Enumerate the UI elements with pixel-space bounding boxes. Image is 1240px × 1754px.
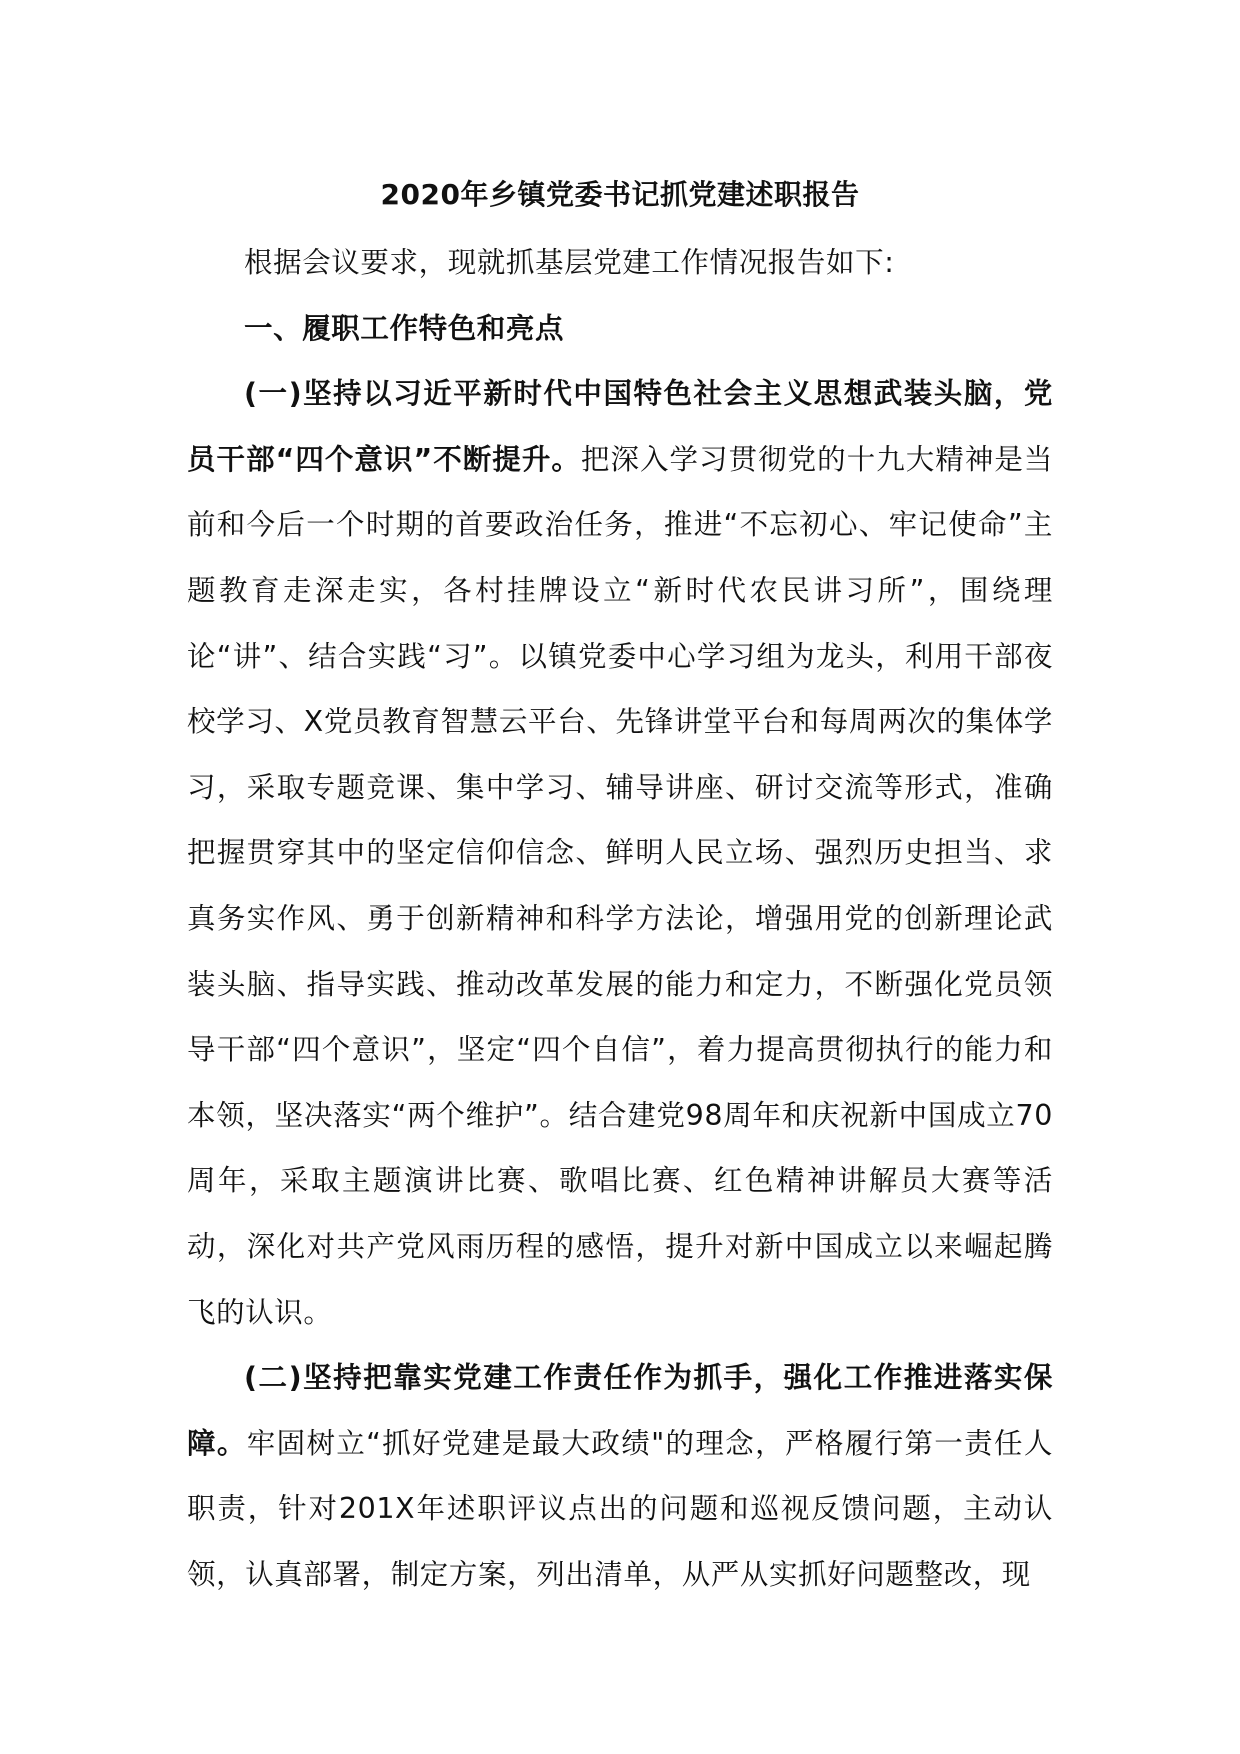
paragraph-1	[187, 361, 1053, 1345]
paragraph-1-body: 把深入学习贯彻党的十九大精神是当前和今后一个时期的首要政治任务，推进“不忘初心、牢记使命”主题教育走深走实，各村挂牌设立“新时代农民讲习所”，围绕理论“讲”、结合实践“习”。以镇党委中心学习组为龙头，利用干部夜校学习、X党员教育智慧云平台、先锋讲堂平台和每周两次的集体学习，采取专题竞课、集中学习、辅导讲座、研讨交流等形式，准确把握贯穿其中的坚定信仰信念、鲜明人民立场、强烈历史担当、求真务实作风、勇于创新精神和科学方法论，增强用党的创新理论武装头脑、指导实践、推动改革发展的能力和定力，不断强化党员领导干部“四个意识”，坚定“四个自信”，着力提高贯彻执行的能力和本领，坚决落实“两个维护”。结合建党98周年和庆祝新中国成立70周年，采取主题演讲比赛、歌唱比赛、红色精神讲解员大赛等活动，深化对共产党风雨历程的感悟，提升对新中国成立以来崛起腾飞的认识。	[187, 442, 1053, 1329]
paragraph-1-lead: (一)坚持以习近平新时代中国特色社会主义思想武装头脑，党员干部“四个意识”不断提升。	[187, 377, 1053, 476]
paragraph-2	[187, 1345, 1053, 1607]
intro-paragraph: 根据会议要求，现就抓基层党建工作情况报告如下:	[244, 246, 895, 279]
paragraph-2-body: 牢固树立“抓好党建是最大政绩"的理念，严格履行第一责任人职责，针对201X年述职评议点出的问题和巡视反馈问题，主动认领，认真部署，制定方案，列出清单，从严从实抓好问题整改，现	[187, 1426, 1053, 1591]
document-title: 2020年乡镇党委书记抓党建述职报告	[380, 178, 860, 211]
paragraph-2-lead: (二)坚持把靠实党建工作责任作为抓手，强化工作推进落实保障。	[187, 1361, 1053, 1460]
section-heading-1: 一、履职工作特色和亮点	[244, 311, 565, 345]
document-page	[187, 160, 1053, 1607]
